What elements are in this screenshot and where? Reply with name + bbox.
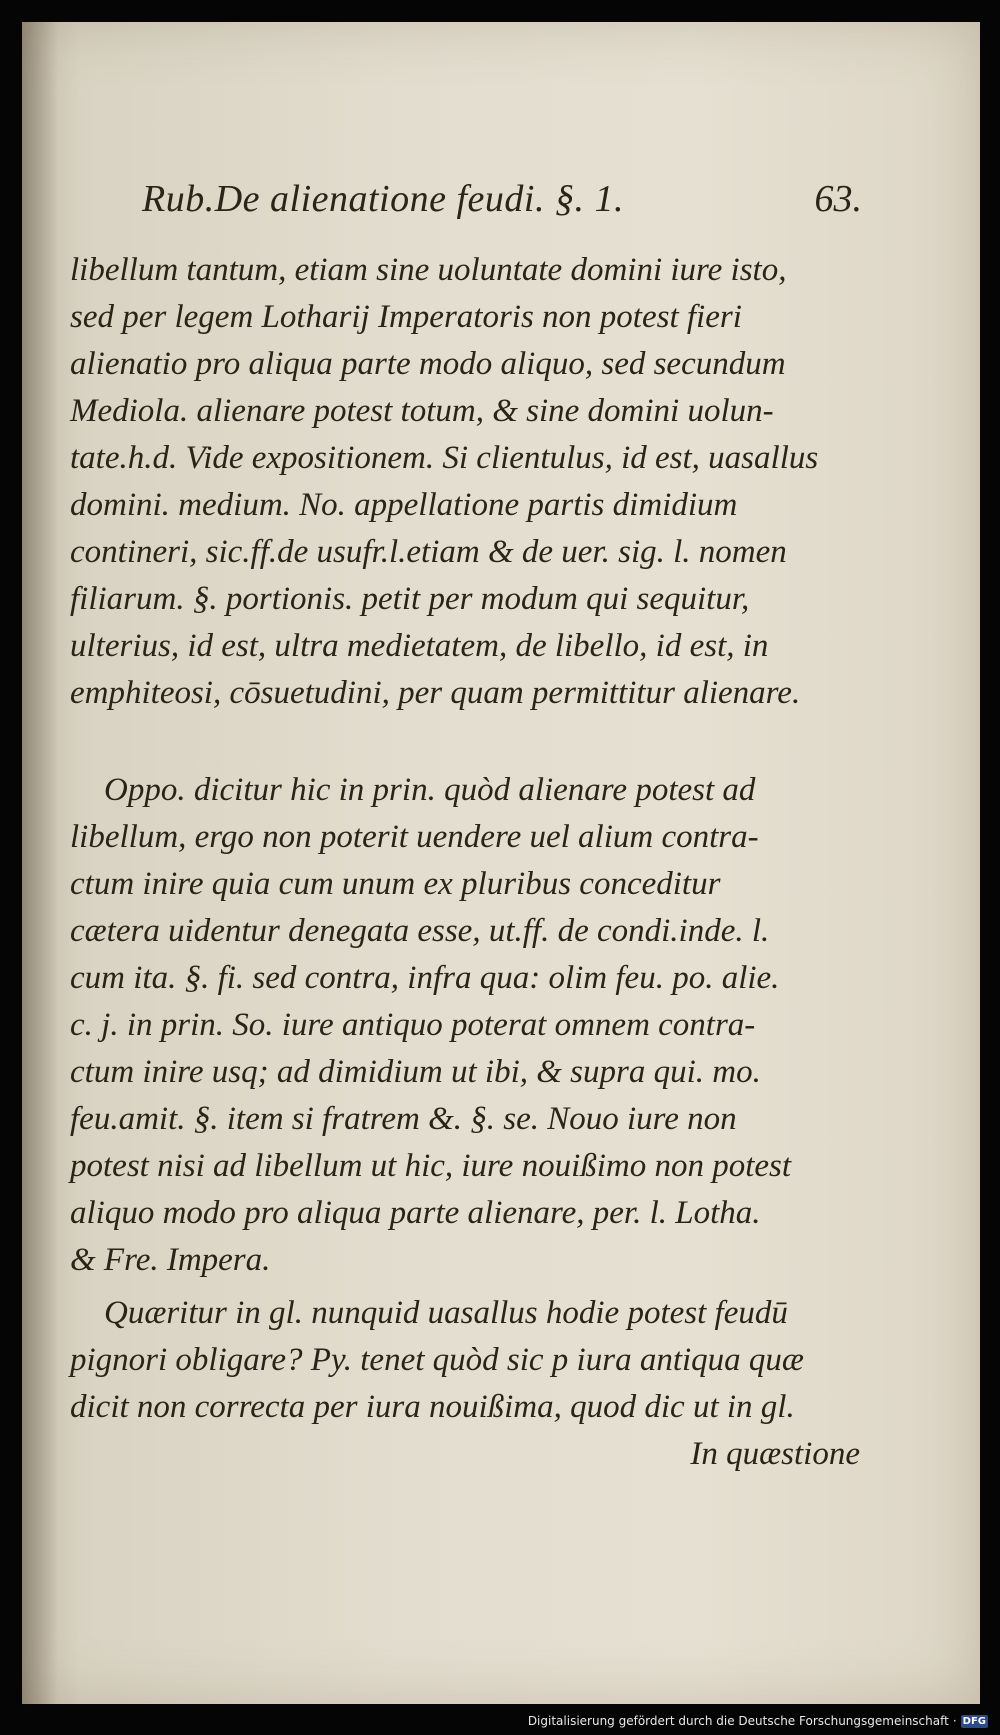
- text-line: ulterius, id est, ultra medietatem, de libello, id est, in: [70, 628, 769, 664]
- text-line: pignori obligare? Py. tenet quòd sic p iura antiqua quæ: [70, 1342, 804, 1378]
- gutter-shadow: [22, 22, 58, 1704]
- text-line: ctum inire usq; ad dimidium ut ibi, & supra qui. mo.: [70, 1054, 761, 1090]
- page-number: 63.: [814, 178, 862, 220]
- text-line: & Fre. Impera.: [70, 1242, 271, 1278]
- paragraph-3: [70, 1290, 870, 1478]
- catchword: In quæstione: [690, 1436, 860, 1472]
- text-line: c. j. in prin. So. iure antiquo poterat omnem contra-: [70, 1007, 756, 1043]
- text-line: domini. medium. No. appellatione partis dimidium: [70, 487, 738, 523]
- separator: ·: [952, 1714, 957, 1728]
- text-line: aliquo modo pro aliqua parte alienare, per. l. Lotha.: [70, 1195, 761, 1231]
- text-line: libellum tantum, etiam sine uoluntate domini iure isto,: [70, 252, 787, 288]
- text-line: potest nisi ad libellum ut hic, iure nouißimo non potest: [70, 1148, 792, 1184]
- text-line: alienatio pro aliqua parte modo aliquo, sed secundum: [70, 346, 786, 382]
- text-line: dicit non correcta per iura nouißima, quod dic ut in gl.: [70, 1389, 795, 1425]
- digitization-credit: [528, 1711, 988, 1731]
- paragraph-spacer: [70, 717, 870, 767]
- page-body: [70, 247, 870, 1478]
- book-page: [22, 22, 980, 1704]
- text-line: filiarum. §. portionis. petit per modum qui sequitur,: [70, 581, 750, 617]
- text-line: Oppo. dicitur hic in prin. quòd alienare potest ad: [104, 772, 756, 808]
- dfg-logo: DFG: [962, 1715, 986, 1727]
- paragraph-2: [70, 767, 870, 1284]
- running-title: Rub.De alienatione feudi. §. 1.: [142, 178, 624, 220]
- credit-text: Digitalisierung gefördert durch die Deutsche Forschungsgemeinschaft: [527, 1714, 949, 1728]
- text-line: ctum inire quia cum unum ex pluribus conceditur: [70, 866, 721, 902]
- text-line: Mediola. alienare potest totum, & sine domini uolun-: [70, 393, 774, 429]
- text-line: tate.h.d. Vide expositionem. Si clientulus, id est, uasallus: [70, 440, 819, 476]
- text-line: cum ita. §. fi. sed contra, infra qua: olim feu. po. alie.: [70, 960, 780, 996]
- paragraph-1: [70, 247, 870, 717]
- text-line: cætera uidentur denegata esse, ut.ff. de condi.inde. l.: [70, 913, 770, 949]
- text-line: Quæritur in gl. nunquid uasallus hodie potest feudū: [104, 1295, 788, 1331]
- text-line: feu.amit. §. item si fratrem &. §. se. Nouo iure non: [70, 1101, 737, 1137]
- text-line: emphiteosi, cōsuetudini, per quam permittitur alienare.: [70, 675, 801, 711]
- running-header: [142, 177, 862, 227]
- text-line: sed per legem Lotharij Imperatoris non potest fieri: [70, 299, 742, 335]
- text-line: contineri, sic.ff.de usufr.l.etiam & de uer. sig. l. nomen: [70, 534, 787, 570]
- text-line: libellum, ergo non poterit uendere uel alium contra-: [70, 819, 759, 855]
